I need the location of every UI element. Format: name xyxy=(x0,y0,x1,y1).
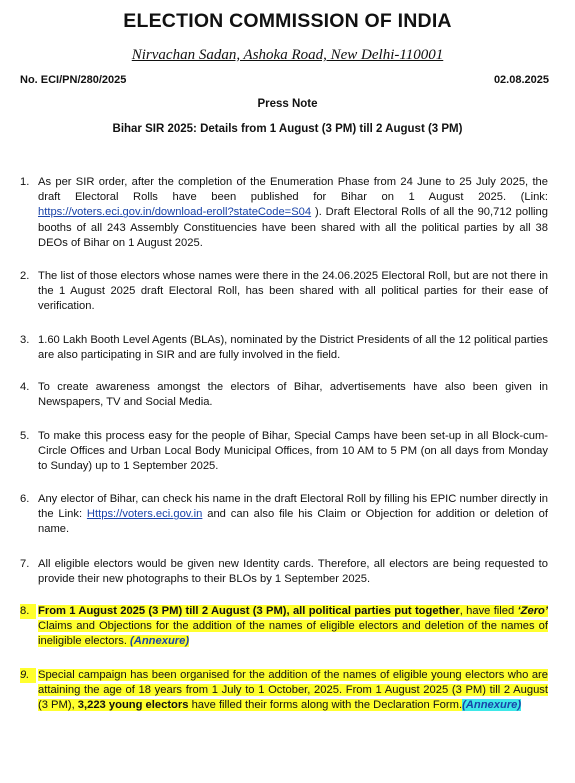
item-text-part: Any elector of Bihar, can check his name in the draft Electoral Roll by filling his EPIC number directly in the Link: xyxy=(38,493,548,521)
item-text xyxy=(38,492,548,538)
list-item-9 xyxy=(20,668,548,714)
item-text-part: have filled their forms along with the Declaration Form. xyxy=(188,699,463,712)
item-number: 8. xyxy=(20,604,36,619)
annexure-reference: (Annexure) xyxy=(130,635,190,648)
zero-emphasis: ‘Zero’ xyxy=(517,605,548,617)
list-item-6 xyxy=(20,492,548,538)
item-text: 1.60 Lakh Booth Level Agents (BLAs), nominated by the District Presidents of all the 12 political parties are also participating in SIR and are fully involved in the field. xyxy=(38,334,548,362)
draft-roll-download-link[interactable]: https://voters.eci.gov.in/download-eroll?stateCode=S04 xyxy=(38,206,312,219)
item-bold-text: 3,223 young electors xyxy=(77,699,189,712)
list-item-7 xyxy=(20,557,548,587)
item-text: To create awareness amongst the electors of Bihar, advertisements have also been given in Newspapers, TV and Social Media. xyxy=(38,381,548,409)
item-text: The list of those electors whose names were there in the 24.06.2025 Electoral Roll, but are not there in the 1 August 2025 draft Electoral Roll, has been shared with all political parties for their ease of verification. xyxy=(38,270,548,313)
item-number: 5. xyxy=(20,430,30,442)
list-item-5 xyxy=(20,429,548,475)
list-item-1 xyxy=(20,175,548,251)
list-item-4 xyxy=(20,380,548,410)
item-number: 1. xyxy=(20,176,30,188)
item-text: To make this process easy for the people of Bihar, Special Camps have been set-up in all Block-cum-Circle Offices and Urban Local Body Municipal Offices, from 10 AM to 5 PM (on all days from Monday to Sunday) up to 1 September 2025. xyxy=(38,430,548,473)
office-address: Nirvachan Sadan, Ashoka Road, New Delhi-110001 xyxy=(131,47,444,63)
item-number: 7. xyxy=(20,558,30,570)
press-note-subject: Bihar SIR 2025: Details from 1 August (3 PM) till 2 August (3 PM) xyxy=(112,123,463,135)
annexure-reference: (Annexure) xyxy=(462,699,522,712)
list-item-8 xyxy=(20,604,548,650)
voters-portal-link[interactable]: Https://voters.eci.gov.in xyxy=(86,508,203,521)
item-text xyxy=(38,604,548,650)
press-note-date: 02.08.2025 xyxy=(493,74,549,86)
item-bold-text: From 1 August 2025 (3 PM) till 2 August (3 PM), all political parties put together xyxy=(38,605,460,617)
item-text-part: , have filed xyxy=(459,605,518,617)
item-number: 2. xyxy=(20,270,30,282)
item-text-part: Claims and Objections for the addition of the names of eligible electors and deletion of the names of ineligible electors. xyxy=(38,620,548,648)
reference-number: No. ECI/PN/280/2025 xyxy=(20,74,127,86)
press-note-heading: Press Note xyxy=(257,98,318,110)
item-text-part: ). Draft Electoral Rolls of all the 90,712 polling booths of all 243 Assembly Constituencies have been shared with all the political parties by all 38 DEOs of Bihar on 1 August 2025. xyxy=(38,206,548,249)
item-text: All eligible electors would be given new Identity cards. Therefore, all electors are being requested to provide their new photographs to their BLOs by 1 September 2025. xyxy=(38,558,548,586)
item-text-part: As per SIR order, after the completion of the Enumeration Phase from 24 June to 25 July 2025, the draft Electoral Rolls have been published for Bihar on 1 August 2025. (Link: xyxy=(38,176,548,204)
item-text xyxy=(38,175,548,251)
item-text xyxy=(38,668,548,714)
item-number: 4. xyxy=(20,381,30,393)
item-number: 9. xyxy=(20,668,36,683)
item-text-part: Special campaign has been organised for the addition of the names of eligible young electors who are attaining the age of 18 years from 1 July to 1 October, 2025. From 1 August 2025 (3 PM) till 2 August (3 PM), xyxy=(38,669,548,712)
list-item-2 xyxy=(20,269,548,315)
item-number: 6. xyxy=(20,493,30,505)
page-title: ELECTION COMMISSION OF INDIA xyxy=(123,10,452,32)
item-text-part: and can also file his Claim or Objection for addition or deletion of name. xyxy=(38,508,548,536)
list-item-3 xyxy=(20,333,548,363)
item-number: 3. xyxy=(20,334,30,346)
